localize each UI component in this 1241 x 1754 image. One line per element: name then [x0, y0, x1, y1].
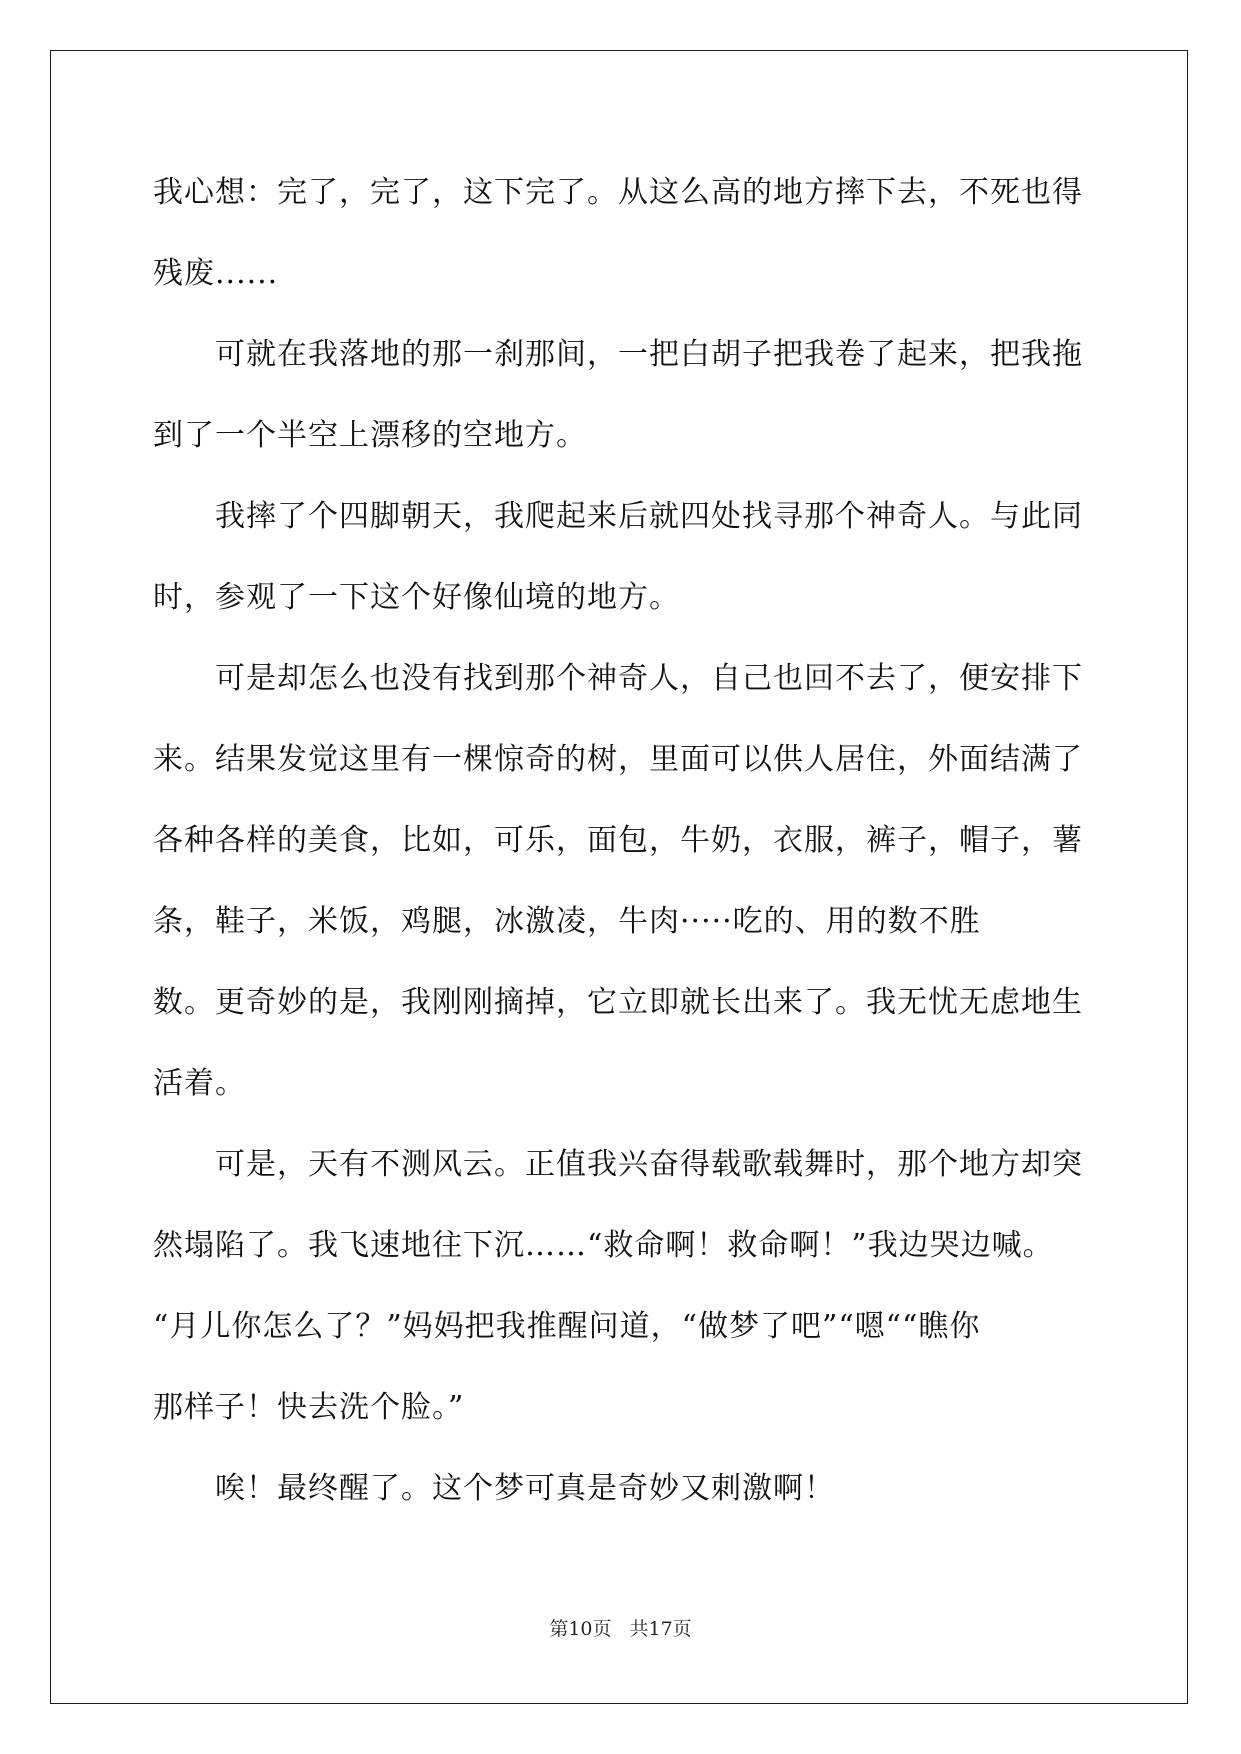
paragraph-start-line: 可是，天有不测风云。正值我兴奋得载歌载舞时，那个地方却突 [215, 1147, 1083, 1182]
document-body [153, 163, 1091, 1540]
page-footer [0, 1614, 1241, 1641]
text-line: “月儿你怎么了？”妈妈把我推醒问道，“做梦了吧”“嗯““瞧你 [153, 1309, 981, 1344]
text-line: 到了一个半空上漂移的空地方。 [153, 418, 587, 453]
text-line: 条，鞋子，米饭，鸡腿，冰激凌，牛肉·····吃的、用的数不胜 [153, 904, 981, 939]
text-line: 残废...... [153, 256, 279, 291]
text-line: 时，参观了一下这个好像仙境的地方。 [153, 580, 680, 615]
paragraph-start-line: 我摔了个四脚朝天，我爬起来后就四处找寻那个神奇人。与此同 [215, 499, 1083, 534]
page-number: 第10页 [549, 1618, 612, 1640]
text-line: 那样子！快去洗个脸。” [153, 1390, 465, 1425]
paragraph-start-line: 唉！最终醒了。这个梦可真是奇妙又刺激啊！ [215, 1471, 835, 1506]
paragraph-start-line: 可就在我落地的那一刹那间，一把白胡子把我卷了起来，把我拖 [215, 337, 1083, 372]
text-line: 我心想：完了，完了，这下完了。从这么高的地方摔下去，不死也得 [153, 175, 1083, 210]
paragraph-start-line: 可是却怎么也没有找到那个神奇人，自己也回不去了，便安排下 [215, 661, 1083, 696]
text-line: 各种各样的美食，比如，可乐，面包，牛奶，衣服，裤子，帽子，薯 [153, 823, 1083, 858]
text-line: 活着。 [153, 1066, 246, 1101]
text-line: 来。结果发觉这里有一棵惊奇的树，里面可以供人居住，外面结满了 [153, 742, 1083, 777]
text-line: 数。更奇妙的是，我刚刚摘掉，它立即就长出来了。我无忧无虑地生 [153, 985, 1083, 1020]
page-total: 共17页 [629, 1618, 692, 1640]
text-line: 然塌陷了。我飞速地往下沉……“救命啊！救命啊！”我边哭边喊。 [153, 1228, 1054, 1263]
